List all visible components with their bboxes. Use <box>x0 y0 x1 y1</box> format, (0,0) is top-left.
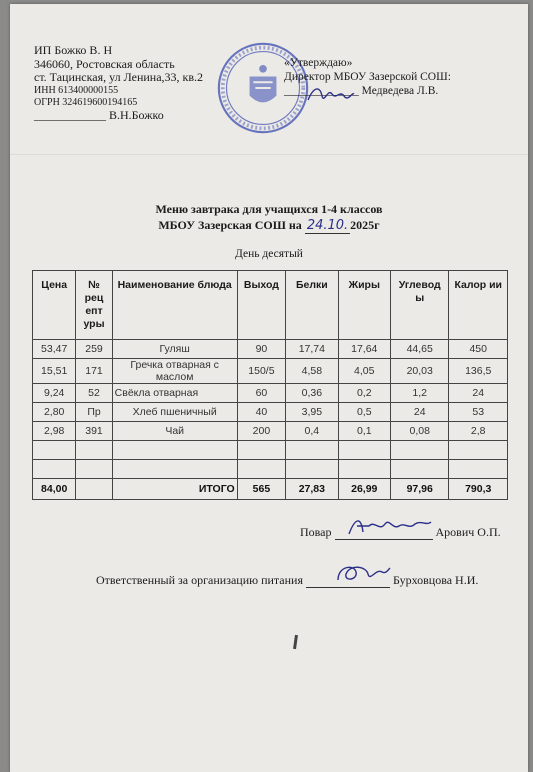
cell: 0,08 <box>390 422 448 441</box>
cell: 53,47 <box>33 340 76 359</box>
responsible-label: Ответственный за организацию питания <box>96 573 303 587</box>
cell: 17,64 <box>338 340 390 359</box>
cell: 200 <box>237 422 285 441</box>
director-signature-icon <box>306 82 356 108</box>
cook-signature-icon <box>345 512 435 540</box>
responsible-signature-icon <box>332 560 392 588</box>
cell: 0,2 <box>338 384 390 403</box>
supplier-ogrn: ОГРН 324619600194165 <box>34 96 138 108</box>
total-protein: 27,83 <box>286 479 338 500</box>
cell: 52 <box>76 384 112 403</box>
cell: 60 <box>237 384 285 403</box>
cell: 44,65 <box>390 340 448 359</box>
cell: 391 <box>76 422 112 441</box>
cell: 0,1 <box>338 422 390 441</box>
responsible-signature-row <box>96 573 478 588</box>
responsible-name: Бурховцова Н.И. <box>393 573 479 587</box>
table-row <box>33 359 508 384</box>
cell: Чай <box>112 422 237 441</box>
cell: 0,5 <box>338 403 390 422</box>
table-row <box>33 340 508 359</box>
cell: 40 <box>237 403 285 422</box>
day-label: День десятый <box>235 248 303 260</box>
cell: 17,74 <box>286 340 338 359</box>
cell: 9,24 <box>33 384 76 403</box>
total-label: ИТОГО <box>112 479 237 500</box>
supplier-street: ст. Тацинская, ул Ленина,33, кв.2 <box>34 70 204 84</box>
total-calories: 790,3 <box>449 479 508 500</box>
cell: Пр <box>76 403 112 422</box>
cell: 259 <box>76 340 112 359</box>
table-header-row <box>33 271 508 340</box>
cell: 0,4 <box>286 422 338 441</box>
cell: 90 <box>237 340 285 359</box>
table-row-empty <box>33 441 508 460</box>
document-sheet <box>10 4 528 772</box>
menu-table <box>32 270 508 500</box>
cell: 150/5 <box>237 359 285 384</box>
col-protein: Белки <box>286 271 338 340</box>
cell: 2,98 <box>33 422 76 441</box>
cell: 1,2 <box>390 384 448 403</box>
cell: Гуляш <box>112 340 237 359</box>
cell: Гречка отварная с маслом <box>112 359 237 384</box>
supplier-name: ИП Божко В. Н <box>34 43 113 57</box>
col-recipe: № рец епт уры <box>76 271 112 340</box>
total-price: 84,00 <box>33 479 76 500</box>
total-output: 565 <box>237 479 285 500</box>
cell: 4,58 <box>286 359 338 384</box>
cell: Свёкла отварная <box>112 384 237 403</box>
cell: 2,8 <box>449 422 508 441</box>
cell: Хлеб пшеничный <box>112 403 237 422</box>
col-carbs: Углевод ы <box>390 271 448 340</box>
cell: 171 <box>76 359 112 384</box>
total-carbs: 97,96 <box>390 479 448 500</box>
cell: 2,80 <box>33 403 76 422</box>
cell: 0,36 <box>286 384 338 403</box>
menu-date: 24.10. <box>306 218 349 233</box>
pen-mark-icon <box>293 635 298 649</box>
supplier-block <box>34 44 203 122</box>
table-row-empty <box>33 460 508 479</box>
table-row <box>33 422 508 441</box>
supplier-signature-line: ____________ В.Н.Божко <box>34 107 164 122</box>
cook-label: Повар <box>300 525 332 539</box>
col-price: Цена <box>33 271 76 340</box>
menu-subtitle <box>10 218 528 233</box>
cell: 20,03 <box>390 359 448 384</box>
cell: 24 <box>449 384 508 403</box>
cell: 3,95 <box>286 403 338 422</box>
menu-year: 2025г <box>350 218 380 232</box>
cell: 24 <box>390 403 448 422</box>
col-calories: Калор ии <box>449 271 508 340</box>
director-name: _____________ Медведева Л.В. <box>284 85 439 97</box>
paper-fold <box>10 154 528 155</box>
total-fat: 26,99 <box>338 479 390 500</box>
total-empty <box>76 479 112 500</box>
cook-name: Арович О.П. <box>435 525 501 539</box>
table-total-row <box>33 479 508 500</box>
table-row <box>33 384 508 403</box>
approval-label: «Утверждаю» <box>284 57 353 69</box>
cell: 15,51 <box>33 359 76 384</box>
cell: 53 <box>449 403 508 422</box>
supplier-inn: ИНН 613400000155 <box>34 84 119 96</box>
menu-title: Меню завтрака для учащихся 1-4 классов <box>155 202 383 216</box>
col-fat: Жиры <box>338 271 390 340</box>
table-row <box>33 403 508 422</box>
col-output: Выход <box>237 271 285 340</box>
col-dish: Наименование блюда <box>112 271 237 340</box>
school-name: МБОУ Зазерская СОШ на <box>158 218 302 232</box>
supplier-address: 346060, Ростовская область <box>34 56 175 71</box>
cell: 4,05 <box>338 359 390 384</box>
cell: 450 <box>449 340 508 359</box>
director-title: Директор МБОУ Зазерской СОШ: <box>284 71 451 83</box>
cell: 136,5 <box>449 359 508 384</box>
